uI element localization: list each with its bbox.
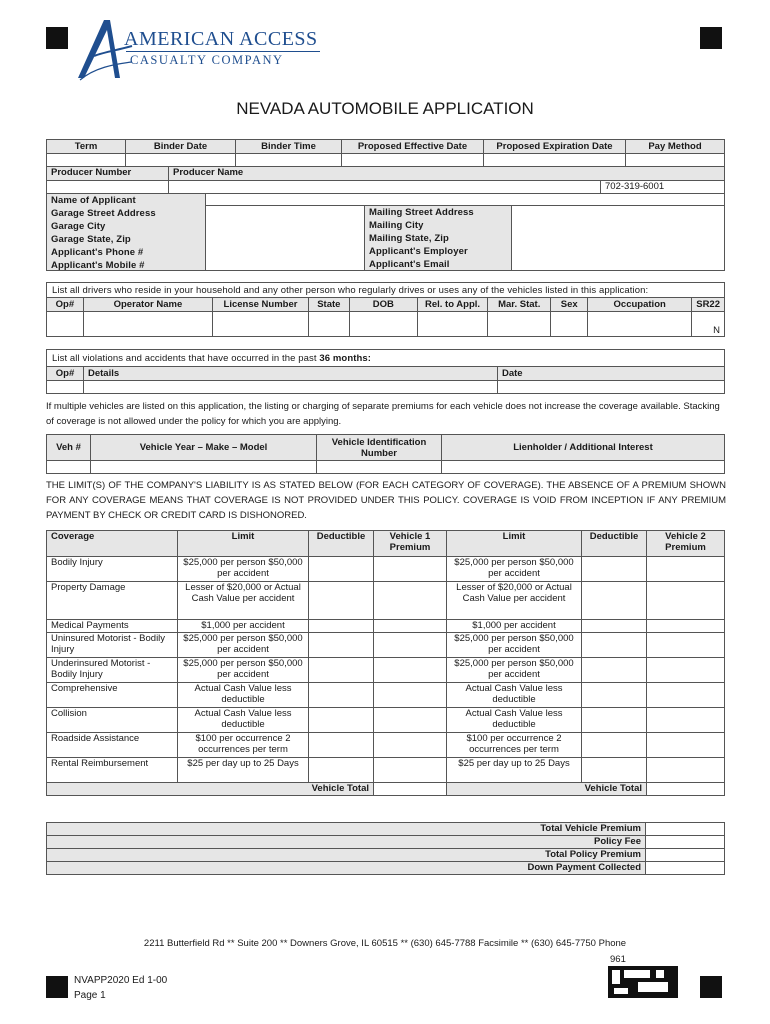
header-binder-time: Binder Time xyxy=(236,140,342,154)
logo-rule xyxy=(126,51,320,52)
coverage-header-limit1: Limit xyxy=(178,531,309,557)
coverage-limit-v2: Lesser of $20,000 or Actual Cash Value per accident xyxy=(447,582,582,620)
coverage-limit-v2: $25,000 per person $50,000 per accident xyxy=(447,557,582,582)
coverage-limit-v1: $100 per occurrence 2 occurrences per term xyxy=(178,733,309,758)
coverage-limit-v2: $25,000 per person $50,000 per accident xyxy=(447,658,582,683)
premium-v1[interactable] xyxy=(374,758,447,783)
coverage-name: Uninsured Motorist - Bodily Injury xyxy=(47,633,178,658)
driver-relation-field[interactable] xyxy=(417,312,487,337)
deductible-v1[interactable] xyxy=(309,658,374,683)
violation-date-field[interactable] xyxy=(498,381,725,394)
deductible-v2[interactable] xyxy=(582,733,647,758)
barcode-icon xyxy=(608,966,678,998)
logo-line2: CASUALTY COMPANY xyxy=(130,53,284,67)
premium-v1[interactable] xyxy=(374,683,447,708)
deductible-v1[interactable] xyxy=(309,733,374,758)
producer-phone: 702-319-6001 xyxy=(601,181,725,194)
coverage-limit-v1: $1,000 per accident xyxy=(178,620,309,633)
driver-header-occupation: Occupation xyxy=(588,298,692,312)
producer-name-label: Producer Name xyxy=(169,167,725,181)
header-binder-date: Binder Date xyxy=(126,140,236,154)
premium-v1[interactable] xyxy=(374,733,447,758)
registration-mark xyxy=(46,976,68,998)
vehicle-lienholder-field[interactable] xyxy=(442,461,725,474)
deductible-v2[interactable] xyxy=(582,633,647,658)
producer-number-label: Producer Number xyxy=(47,167,169,181)
premium-v1[interactable] xyxy=(374,620,447,633)
coverage-header-deductible1: Deductible xyxy=(309,531,374,557)
applicant-employer-label: Applicant's Employer xyxy=(369,246,468,257)
coverage-name: Roadside Assistance xyxy=(47,733,178,758)
multi-vehicle-note: If multiple vehicles are listed on this application, the listing or charging of separate premiums for each vehicle does not increase the coverage available. Stacking of coverage is not allowed under the policy for which you are applying. xyxy=(46,401,720,427)
coverage-limit-v1: $25 per day up to 25 Days xyxy=(178,758,309,783)
policy-info-table xyxy=(46,139,725,167)
driver-license-field[interactable] xyxy=(213,312,309,337)
coverage-row-comprehensive xyxy=(47,683,725,708)
coverage-name: Underinsured Motorist - Bodily Injury xyxy=(47,658,178,683)
mailing-street-label: Mailing Street Address xyxy=(369,207,474,218)
coverage-row-collision xyxy=(47,708,725,733)
violation-details-field[interactable] xyxy=(84,381,498,394)
vehicle-total-v1[interactable] xyxy=(374,783,447,796)
premium-v1[interactable] xyxy=(374,658,447,683)
coverage-name: Collision xyxy=(47,708,178,733)
premium-v2[interactable] xyxy=(647,620,725,633)
coverage-table xyxy=(46,530,725,796)
applicant-labels xyxy=(46,193,206,271)
coverage-row-rental xyxy=(47,758,725,783)
driver-dob-field[interactable] xyxy=(349,312,417,337)
deductible-v1[interactable] xyxy=(309,708,374,733)
drivers-intro: List all drivers who reside in your household and any other person who regularly drives or uses any of the vehicles listed in this application: xyxy=(46,282,725,297)
garage-state-label: Garage State, Zip xyxy=(51,234,131,245)
coverage-limit-v1: $25,000 per person $50,000 per accident xyxy=(178,633,309,658)
driver-sex-field[interactable] xyxy=(551,312,588,337)
driver-sr22-field[interactable] xyxy=(692,312,725,337)
garage-address-fields[interactable] xyxy=(205,205,365,271)
expiration-date-field[interactable] xyxy=(484,154,626,167)
coverage-limit-v1: $25,000 per person $50,000 per accident xyxy=(178,658,309,683)
pay-method-field[interactable] xyxy=(626,154,725,167)
vehicle-number-field[interactable] xyxy=(47,461,91,474)
table-row xyxy=(47,461,725,474)
coverage-limit-v1: Actual Cash Value less deductible xyxy=(178,683,309,708)
registration-mark xyxy=(700,976,722,998)
header-pay-method: Pay Method xyxy=(626,140,725,154)
binder-time-field[interactable] xyxy=(236,154,342,167)
driver-op-field[interactable] xyxy=(47,312,84,337)
form-id: NVAPP2020 Ed 1-00 xyxy=(74,975,168,986)
mailing-address-fields[interactable] xyxy=(511,205,725,271)
coverage-row-property-damage xyxy=(47,582,725,620)
coverage-name: Bodily Injury xyxy=(47,557,178,582)
vehicle-header-lienholder: Lienholder / Additional Interest xyxy=(442,435,725,461)
vehicle-header-vin: Vehicle Identification Number xyxy=(317,435,442,461)
coverage-limit-v1: Lesser of $20,000 or Actual Cash Value per accident xyxy=(178,582,309,620)
mailing-city-label: Mailing City xyxy=(369,220,424,231)
coverage-row-uninsured xyxy=(47,633,725,658)
driver-marital-field[interactable] xyxy=(488,312,551,337)
down-payment-field[interactable] xyxy=(646,862,725,875)
driver-header-marital: Mar. Stat. xyxy=(488,298,551,312)
policy-fee-field[interactable] xyxy=(646,836,725,849)
premium-v2[interactable] xyxy=(647,708,725,733)
deductible-v2[interactable] xyxy=(582,708,647,733)
violation-header-op: Op# xyxy=(47,367,84,381)
coverage-name: Comprehensive xyxy=(47,683,178,708)
coverage-limit-v2: $25 per day up to 25 Days xyxy=(447,758,582,783)
deductible-v1[interactable] xyxy=(309,758,374,783)
driver-header-sr22: SR22 xyxy=(692,298,725,312)
coverage-name: Rental Reimbursement xyxy=(47,758,178,783)
coverage-header-limit2: Limit xyxy=(447,531,582,557)
vehicle-total-label-2: Vehicle Total xyxy=(447,783,647,796)
vehicle-total-label-1: Vehicle Total xyxy=(47,783,374,796)
registration-mark xyxy=(700,27,722,49)
limits-note: THE LIMIT(S) OF THE COMPANY'S LIABILITY IS AS STATED BELOW (FOR EACH CATEGORY OF COVERAGE). THE ABSENCE OF A PREMIUM SHOWN FOR ANY COVERAGE MEANS THAT COVERAGE IS NOT PROVIDED UNDER THIS POLICY. COVERAGE IS VOID FROM INCEPTION IF ANY PREMIUM PAYMENT BY CHECK OR CREDIT CARD IS DISHONORED. xyxy=(46,480,726,521)
footer-form-info xyxy=(74,973,167,1003)
coverage-name: Property Damage xyxy=(47,582,178,620)
violation-header-details: Details xyxy=(84,367,498,381)
premium-v1[interactable] xyxy=(374,582,447,620)
driver-occupation-field[interactable] xyxy=(588,312,692,337)
garage-street-label: Garage Street Address xyxy=(51,208,156,219)
violations-table xyxy=(46,366,725,394)
vehicle-ymm-field[interactable] xyxy=(91,461,317,474)
applicant-name-label: Name of Applicant xyxy=(51,195,136,206)
driver-header-relation: Rel. to Appl. xyxy=(417,298,487,312)
coverage-limit-v2: Actual Cash Value less deductible xyxy=(447,683,582,708)
premium-v2[interactable] xyxy=(647,658,725,683)
header-term: Term xyxy=(47,140,126,154)
deductible-v1[interactable] xyxy=(309,557,374,582)
premium-v2[interactable] xyxy=(647,557,725,582)
total-policy-premium-label: Total Policy Premium xyxy=(47,849,646,862)
company-logo xyxy=(74,16,334,82)
violations-intro-bold: 36 months: xyxy=(319,353,372,364)
premium-v2[interactable] xyxy=(647,683,725,708)
premium-v2[interactable] xyxy=(647,633,725,658)
total-vehicle-premium-field[interactable] xyxy=(646,823,725,836)
coverage-limit-v1: Actual Cash Value less deductible xyxy=(178,708,309,733)
violation-op-field[interactable] xyxy=(47,381,84,394)
coverage-limit-v2: Actual Cash Value less deductible xyxy=(447,708,582,733)
deductible-v1[interactable] xyxy=(309,582,374,620)
mailing-labels xyxy=(364,205,512,271)
violations-intro xyxy=(46,349,725,366)
coverage-header-deductible2: Deductible xyxy=(582,531,647,557)
coverage-limit-v2: $25,000 per person $50,000 per accident xyxy=(447,633,582,658)
deductible-v2[interactable] xyxy=(582,683,647,708)
sr22-value: N xyxy=(713,325,720,336)
header-effective-date: Proposed Effective Date xyxy=(342,140,484,154)
premium-v2[interactable] xyxy=(647,733,725,758)
effective-date-field[interactable] xyxy=(342,154,484,167)
page-title: NEVADA AUTOMOBILE APPLICATION xyxy=(236,99,534,118)
deductible-v2[interactable] xyxy=(582,582,647,620)
deductible-v1[interactable] xyxy=(309,633,374,658)
applicant-phone-label: Applicant's Phone # xyxy=(51,247,144,258)
applicant-email-label: Applicant's Email xyxy=(369,259,450,270)
driver-header-license: License Number xyxy=(213,298,309,312)
deductible-v2[interactable] xyxy=(582,620,647,633)
logo-line1: AMERICAN ACCESS xyxy=(124,28,318,50)
driver-header-dob: DOB xyxy=(349,298,417,312)
table-row xyxy=(47,312,725,337)
producer-number-field[interactable] xyxy=(47,181,169,194)
coverage-name: Medical Payments xyxy=(47,620,178,633)
coverage-row-roadside xyxy=(47,733,725,758)
deductible-v2[interactable] xyxy=(582,758,647,783)
vehicle-total-row xyxy=(47,783,725,796)
footer-code: 961 xyxy=(610,954,626,965)
premium-v1[interactable] xyxy=(374,633,447,658)
vehicles-table xyxy=(46,434,725,474)
policy-fee-label: Policy Fee xyxy=(47,836,646,849)
coverage-row-underinsured xyxy=(47,658,725,683)
premium-v1[interactable] xyxy=(374,708,447,733)
totals-table xyxy=(46,822,725,875)
violations-intro-text: List all violations and accidents that have occurred in the past xyxy=(52,353,320,364)
mailing-state-label: Mailing State, Zip xyxy=(369,233,449,244)
vehicle-header-number: Veh # xyxy=(47,435,91,461)
driver-header-sex: Sex xyxy=(551,298,588,312)
garage-city-label: Garage City xyxy=(51,221,106,232)
page-number: Page 1 xyxy=(74,990,106,1001)
total-policy-premium-field[interactable] xyxy=(646,849,725,862)
deductible-v2[interactable] xyxy=(582,557,647,582)
binder-date-field[interactable] xyxy=(126,154,236,167)
coverage-limit-v2: $1,000 per accident xyxy=(447,620,582,633)
coverage-limit-v1: $25,000 per person $50,000 per accident xyxy=(178,557,309,582)
driver-header-state: State xyxy=(308,298,349,312)
coverage-row-medical xyxy=(47,620,725,633)
coverage-header-premium2: Vehicle 2 Premium xyxy=(647,531,725,557)
producer-name-field[interactable] xyxy=(169,181,601,194)
coverage-row-bodily-injury xyxy=(47,557,725,582)
term-field[interactable] xyxy=(47,154,126,167)
premium-v2[interactable] xyxy=(647,758,725,783)
vehicle-total-v2[interactable] xyxy=(647,783,725,796)
driver-header-name: Operator Name xyxy=(83,298,212,312)
producer-table xyxy=(46,166,725,194)
coverage-limit-v2: $100 per occurrence 2 occurrences per term xyxy=(447,733,582,758)
total-vehicle-premium-label: Total Vehicle Premium xyxy=(47,823,646,836)
deductible-v1[interactable] xyxy=(309,620,374,633)
vehicle-vin-field[interactable] xyxy=(317,461,442,474)
down-payment-label: Down Payment Collected xyxy=(47,862,646,875)
coverage-header-premium1: Vehicle 1 Premium xyxy=(374,531,447,557)
vehicle-header-ymm: Vehicle Year – Make – Model xyxy=(91,435,317,461)
header-expiration-date: Proposed Expiration Date xyxy=(484,140,626,154)
driver-name-field[interactable] xyxy=(83,312,212,337)
premium-v1[interactable] xyxy=(374,557,447,582)
violation-header-date: Date xyxy=(498,367,725,381)
deductible-v2[interactable] xyxy=(582,658,647,683)
applicant-mobile-label: Applicant's Mobile # xyxy=(51,260,145,271)
driver-header-op: Op# xyxy=(47,298,84,312)
footer-address: 2211 Butterfield Rd ** Suite 200 ** Downers Grove, IL 60515 ** (630) 645-7788 Facsimile ** (630) 645-7750 Phone xyxy=(143,938,627,949)
registration-mark xyxy=(46,27,68,49)
table-row xyxy=(47,381,725,394)
driver-state-field[interactable] xyxy=(308,312,349,337)
coverage-header-coverage: Coverage xyxy=(47,531,178,557)
deductible-v1[interactable] xyxy=(309,683,374,708)
premium-v2[interactable] xyxy=(647,582,725,620)
drivers-table xyxy=(46,297,725,337)
